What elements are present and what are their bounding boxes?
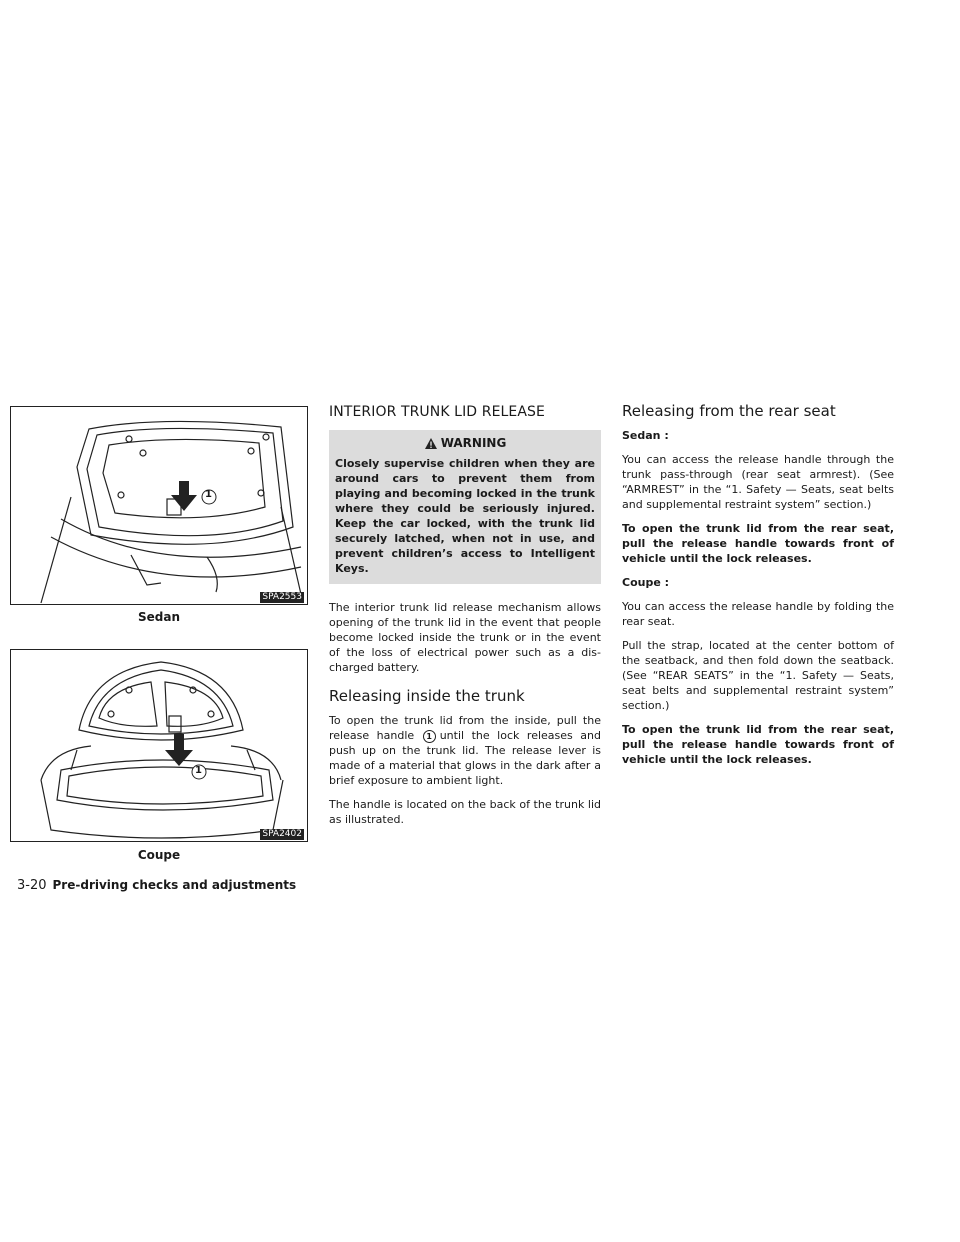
inside-p1-post: until the lock releases and push up on the trunk lid. The release lever is made of a material that glows in the dark after a brief exposure to ambient light. — [329, 729, 601, 787]
footer-section-title: Pre-driving checks and adjustments — [52, 878, 297, 892]
callout-1-marker: 1 — [423, 730, 436, 743]
sedan-callout-number: 1 — [205, 489, 212, 500]
coupe-label: Coupe : — [622, 576, 670, 589]
sedan-paragraph-1: You can access the release handle through the trunk pass-through (rear seat armrest). (See “ARMREST” in the “1. Safety — Seats, seat belts and supplemental restraint system” section.) — [622, 453, 894, 511]
page-number: 3-20 — [17, 878, 47, 893]
sedan-paragraph-2: To open the trunk lid from the rear seat, pull the release handle towards front of vehicle until the lock releases. — [622, 522, 894, 565]
section-heading-releasing-inside: Releasing inside the trunk — [329, 687, 525, 705]
coupe-caption: Coupe — [137, 848, 181, 862]
figure-sedan — [10, 406, 308, 605]
section-heading-interior-trunk-lid-release: INTERIOR TRUNK LID RELEASE — [329, 404, 545, 420]
warning-triangle-icon — [424, 437, 438, 450]
coupe-callout-number: 1 — [195, 765, 202, 776]
intro-paragraph: The interior trunk lid release mechanism allows opening of the trunk lid in the event that people become locked inside the trunk or in the event of the loss of electrical power such as a dis-charged battery. — [329, 601, 601, 674]
page-footer — [17, 878, 296, 893]
warning-title: WARNING — [440, 436, 507, 450]
warning-box — [329, 430, 601, 584]
coupe-paragraph-1: You can access the release handle by folding the rear seat. — [622, 600, 894, 628]
coupe-trunk-illustration — [11, 650, 307, 841]
right-column — [622, 402, 894, 776]
sedan-label: Sedan : — [622, 429, 669, 442]
warning-text: Closely supervise children when they are around cars to prevent them from playing and becoming locked in the trunk where they could be seriously injured. Keep the car locked, with the trunk lid securely latched, when not in use, and prevent children’s access to Intelligent Keys. — [335, 457, 595, 575]
warning-header — [335, 436, 595, 450]
inside-p1-pre: To open the trunk lid from the inside, pull the release handle — [329, 714, 601, 742]
inside-paragraph-2: The handle is located on the back of the trunk lid as illustrated. — [329, 798, 601, 826]
section-heading-releasing-rear-seat: Releasing from the rear seat — [622, 402, 836, 420]
coupe-paragraph-2: Pull the strap, located at the center bottom of the seatback, and then fold down the seatback. (See “REAR SEATS” in the “1. Safety — Seats, seat belts and supplemental restraint system” section.) — [622, 639, 894, 712]
sedan-figure-code: SPA2553 — [262, 592, 302, 602]
coupe-figure-code: SPA2402 — [262, 829, 302, 839]
sedan-trunk-illustration — [11, 407, 307, 604]
inside-paragraph-1 — [329, 713, 601, 788]
coupe-paragraph-3: To open the trunk lid from the rear seat, pull the release handle towards front of vehicle until the lock releases. — [622, 723, 894, 766]
sedan-caption: Sedan — [137, 610, 180, 624]
figure-coupe — [10, 649, 308, 842]
middle-column — [329, 404, 601, 836]
